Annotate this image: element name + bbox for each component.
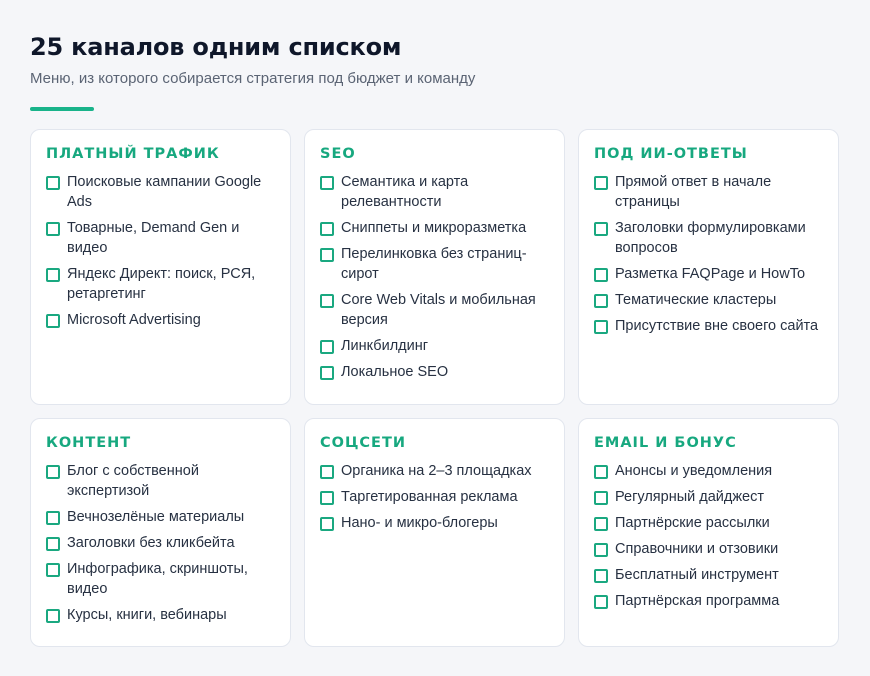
- list-item: [594, 591, 824, 611]
- channel-list: [46, 461, 276, 625]
- checkbox-icon[interactable]: [46, 314, 60, 328]
- item-label: Органика на 2–3 площадках: [341, 463, 532, 479]
- channel-list: [594, 461, 824, 611]
- item-label: Анонсы и уведомления: [615, 463, 773, 479]
- item-label: Заголовки без кликбейта: [67, 535, 235, 551]
- item-label: Регулярный дайджест: [615, 489, 764, 505]
- list-item: [46, 507, 276, 527]
- card-title: ПЛАТНЫЙ ТРАФИК: [46, 146, 220, 162]
- list-item: [594, 539, 824, 559]
- page: [30, 30, 840, 623]
- item-label: Присутствие вне своего сайта: [615, 318, 819, 334]
- item-label: Поисковые кампании Google Ads: [67, 174, 262, 210]
- item-label: Блог с собственной экспертизой: [67, 463, 199, 499]
- list-item: [320, 336, 550, 356]
- item-label: Яндекс Директ: поиск, РСЯ, ретаргетинг: [67, 266, 256, 302]
- checkbox-icon[interactable]: [594, 465, 608, 479]
- channel-card: [30, 418, 291, 647]
- checkbox-icon[interactable]: [46, 511, 60, 525]
- item-label: Бесплатный инструмент: [615, 567, 779, 583]
- channel-list: [46, 172, 276, 330]
- checkbox-icon[interactable]: [320, 248, 334, 262]
- item-label: Семантика и карта релевантности: [341, 174, 469, 210]
- list-item: [46, 218, 276, 258]
- checkbox-icon[interactable]: [46, 268, 60, 282]
- list-item: [46, 310, 276, 330]
- list-item: [320, 513, 550, 533]
- card-title: EMAIL И БОНУС: [594, 435, 737, 451]
- card-title: SEO: [320, 146, 356, 162]
- list-item: [46, 461, 276, 501]
- list-item: [320, 362, 550, 382]
- list-item: [46, 559, 276, 599]
- checkbox-icon[interactable]: [320, 294, 334, 308]
- item-label: Локальное SEO: [341, 364, 449, 380]
- channel-card: [578, 418, 839, 647]
- page-title: 25 каналов одним списком: [30, 33, 402, 61]
- list-item: [594, 461, 824, 481]
- checkbox-icon[interactable]: [594, 569, 608, 583]
- checkbox-icon[interactable]: [320, 340, 334, 354]
- list-item: [594, 290, 824, 310]
- channel-card: [578, 129, 839, 405]
- checkbox-icon[interactable]: [594, 176, 608, 190]
- list-item: [320, 461, 550, 481]
- item-label: Microsoft Advertising: [67, 312, 201, 328]
- checkbox-icon[interactable]: [320, 366, 334, 380]
- card-title: СОЦСЕТИ: [320, 435, 406, 451]
- checkbox-icon[interactable]: [46, 176, 60, 190]
- checkbox-icon[interactable]: [594, 543, 608, 557]
- list-item: [46, 605, 276, 625]
- checkbox-icon[interactable]: [320, 222, 334, 236]
- channel-card: [304, 129, 565, 405]
- item-label: Тематические кластеры: [615, 292, 777, 308]
- checkbox-icon[interactable]: [594, 320, 608, 334]
- list-item: [594, 513, 824, 533]
- channel-card: [30, 129, 291, 405]
- checkbox-icon[interactable]: [320, 176, 334, 190]
- channel-list: [320, 172, 550, 382]
- card-title: ПОД ИИ-ОТВЕТЫ: [594, 146, 748, 162]
- checkbox-icon[interactable]: [320, 517, 334, 531]
- channel-list: [320, 461, 550, 533]
- item-label: Справочники и отзовики: [615, 541, 779, 557]
- channel-grid: [30, 129, 840, 647]
- list-item: [594, 172, 824, 212]
- checkbox-icon[interactable]: [594, 268, 608, 282]
- checkbox-icon[interactable]: [594, 517, 608, 531]
- list-item: [594, 316, 824, 336]
- checkbox-icon[interactable]: [320, 465, 334, 479]
- list-item: [320, 172, 550, 212]
- item-label: Заголовки формулировками вопросов: [615, 220, 806, 256]
- checkbox-icon[interactable]: [594, 222, 608, 236]
- list-item: [594, 264, 824, 284]
- item-label: Разметка FAQPage и HowTo: [615, 266, 806, 282]
- checkbox-icon[interactable]: [46, 609, 60, 623]
- checkbox-icon[interactable]: [46, 222, 60, 236]
- list-item: [46, 533, 276, 553]
- item-label: Сниппеты и микроразметка: [341, 220, 527, 236]
- checkbox-icon[interactable]: [594, 294, 608, 308]
- item-label: Нано- и микро-блогеры: [341, 515, 498, 531]
- list-item: [594, 565, 824, 585]
- title-accent-line: [30, 107, 94, 111]
- card-title: КОНТЕНТ: [46, 435, 132, 451]
- item-label: Перелинковка без страниц-сирот: [341, 246, 527, 282]
- item-label: Инфографика, скриншоты, видео: [67, 561, 248, 597]
- list-item: [320, 244, 550, 284]
- item-label: Таргетированная реклама: [341, 489, 518, 505]
- list-item: [594, 218, 824, 258]
- page-subtitle: Меню, из которого собирается стратегия под бюджет и команду: [30, 70, 476, 87]
- checkbox-icon[interactable]: [594, 491, 608, 505]
- item-label: Товарные, Demand Gen и видео: [67, 220, 240, 256]
- checkbox-icon[interactable]: [46, 537, 60, 551]
- item-label: Вечнозелёные материалы: [67, 509, 245, 525]
- list-item: [320, 487, 550, 507]
- item-label: Партнёрские рассылки: [615, 515, 770, 531]
- checkbox-icon[interactable]: [594, 595, 608, 609]
- channel-list: [594, 172, 824, 336]
- item-label: Партнёрская программа: [615, 593, 780, 609]
- list-item: [594, 487, 824, 507]
- list-item: [320, 290, 550, 330]
- item-label: Core Web Vitals и мобильная версия: [341, 292, 536, 328]
- checkbox-icon[interactable]: [320, 491, 334, 505]
- list-item: [46, 172, 276, 212]
- channel-card: [304, 418, 565, 647]
- checkbox-icon[interactable]: [46, 465, 60, 479]
- checkbox-icon[interactable]: [46, 563, 60, 577]
- list-item: [320, 218, 550, 238]
- item-label: Курсы, книги, вебинары: [67, 607, 227, 623]
- list-item: [46, 264, 276, 304]
- item-label: Линкбилдинг: [341, 338, 429, 354]
- item-label: Прямой ответ в начале страницы: [615, 174, 772, 210]
